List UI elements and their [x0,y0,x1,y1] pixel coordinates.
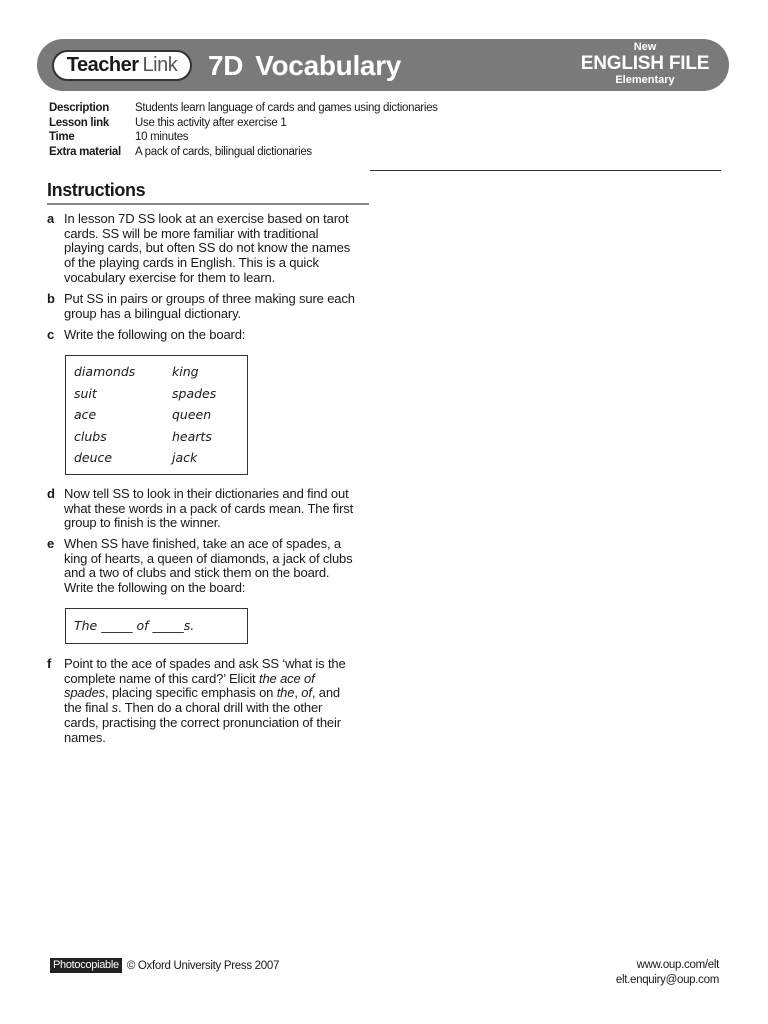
brand-logo [560,41,730,89]
board-word: spades [172,385,217,401]
board-word: jack [172,450,198,465]
instructions-heading: Instructions [47,180,146,200]
step-letter: c [47,327,55,342]
step-line: Now tell SS to look in their dictionaries and find out [64,486,349,501]
step-line: the final s. Then do a choral drill with the other [64,700,323,716]
step-letter: d [47,486,55,501]
meta-label: Time [49,131,75,143]
step-b [47,292,372,321]
board-word: ace [74,407,97,422]
footer-url[interactable]: www.oup.com/elt [636,959,719,971]
badge-teacher-text: Teacher [66,54,139,76]
board-word: suit [74,385,97,401]
step-letter: f [47,656,52,671]
lesson-meta [49,101,469,159]
step-line: In lesson 7D SS look at an exercise based on tarot [64,211,349,226]
brand-name: ENGLISH FILE [580,53,710,74]
photocopiable-badge: Photocopiable [50,958,122,973]
step-line: and a two of clubs and stick them on the board. [64,565,330,581]
meta-value: 10 minutes [135,131,189,143]
step-line: of the playing cards in English. This is a quick [64,255,319,271]
step-line: cards. SS will be more familiar with traditional [64,225,319,241]
board-word: queen [172,407,212,422]
footer-left [50,958,279,973]
step-line: what these words in a pack of cards mean. The first [64,500,354,516]
step-line: complete name of this card?’ Elicit the ace of [64,670,315,686]
step-line: group has a bilingual dictionary. [64,305,241,321]
brand-new: New [633,41,657,53]
step-line: Point to the ace of spades and ask SS ‘what is the [64,656,346,671]
step-c [47,328,372,343]
step-line: group to finish is the winner. [64,515,221,531]
badge-link-text: Link [142,54,178,76]
board-phrase: The _____ of _____s. [74,618,195,633]
copyright-text: © Oxford University Press 2007 [126,959,280,972]
step-e [47,537,372,596]
step-line: cards, practising the correct pronunciation of their [64,714,341,730]
step-line: Put SS in pairs or groups of three making sure each [64,291,355,306]
footer-right [616,958,719,988]
step-d [47,487,372,531]
lesson-title: Vocabulary [255,50,402,81]
step-line: vocabulary exercise for them to learn. [64,269,276,285]
step-line: names. [64,729,106,745]
step-line: When SS have finished, take an ace of spades, a [64,536,341,551]
board-word: deuce [74,450,113,465]
board-word: king [172,364,199,379]
meta-label: Extra material [49,145,121,158]
lesson-code: 7D [208,50,244,81]
meta-label: Lesson link [49,116,109,129]
meta-divider [370,170,721,171]
step-line: spades, placing specific emphasis on the, of, and [64,685,340,701]
page-title [208,47,401,85]
brand-level: Elementary [615,74,675,86]
meta-value: A pack of cards, bilingual dictionaries [135,145,312,158]
meta-row [49,116,469,131]
step-a [47,212,372,286]
meta-value: Students learn language of cards and games using dictionaries [135,102,438,114]
teacher-link-badge [52,50,192,81]
meta-value: Use this activity after exercise 1 [135,116,287,129]
board-word: diamonds [74,364,136,379]
meta-row [49,145,469,160]
meta-row [49,101,469,116]
board-word-box [65,355,248,475]
step-line: Write the following on the board: [64,580,246,596]
meta-row [49,130,469,145]
step-letter: e [47,536,55,551]
step-line: Write the following on the board: [64,327,246,342]
board-word: hearts [172,428,212,444]
step-f [47,657,372,745]
footer-email[interactable]: elt.enquiry@oup.com [615,974,719,986]
board-phrase-box [65,608,248,644]
step-line: playing cards, but often SS do not know the names [64,240,351,256]
instructions-divider [47,203,369,205]
step-letter: b [47,291,55,306]
step-letter: a [47,211,55,226]
meta-label: Description [49,102,109,114]
step-line: king of hearts, a queen of diamonds, a jack of clubs [64,550,353,566]
board-word: clubs [74,428,107,444]
